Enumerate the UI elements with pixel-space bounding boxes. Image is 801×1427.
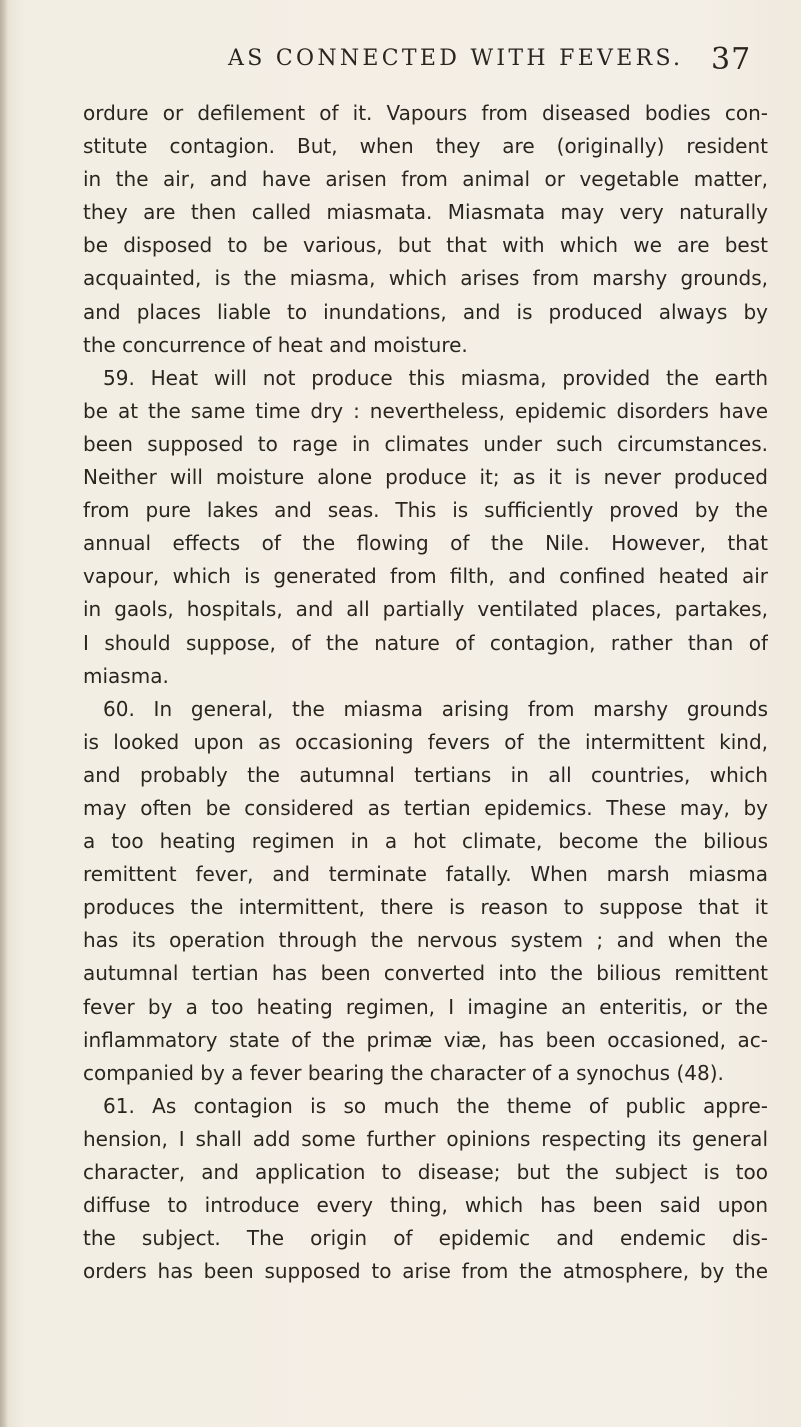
text-line: stitute contagion. But, when they are (originally) resident xyxy=(83,134,768,159)
text-line: ordure or defilement of it. Vapours from diseased bodies con- xyxy=(83,101,768,125)
text-line: orders has been supposed to arise from the atmosphere, by the xyxy=(83,1259,768,1284)
text-line: and places liable to inundations, and is produced always by xyxy=(83,299,768,324)
text-line: character, and application to disease; but the subject is too xyxy=(83,1160,768,1184)
text-line: remittent fever, and terminate fatally. When marsh miasma xyxy=(83,862,768,887)
text-line: been supposed to rage in climates under such circumstances. xyxy=(83,431,768,456)
text-line: may often be considered as tertian epidemics. These may, by xyxy=(83,795,768,820)
body-text xyxy=(83,97,768,1288)
text-line: in gaols, hospitals, and all partially ventilated places, partakes, xyxy=(83,597,768,622)
text-line: fever by a too heating regimen, I imagine an enteritis, or the xyxy=(83,994,768,1019)
text-line: has its operation through the nervous system ; and when the xyxy=(83,928,768,953)
text-line: be at the same time dry : nevertheless, epidemic disorders have xyxy=(83,398,768,423)
text-line: they are then called miasmata. Miasmata may very naturally xyxy=(83,200,768,225)
paragraph-61-start: 61. As contagion is so much the theme of public appre- xyxy=(103,1093,768,1118)
text-line: vapour, which is generated from filth, and confined heated air xyxy=(83,564,768,589)
text-line: miasma. xyxy=(83,663,169,688)
text-line: and probably the autumnal tertians in all countries, which xyxy=(83,762,768,787)
page-number: 37 xyxy=(711,42,752,77)
text-line: acquainted, is the miasma, which arises from marshy grounds, xyxy=(83,266,768,291)
text-line: the concurrence of heat and moisture. xyxy=(83,332,468,357)
text-line: autumnal tertian has been converted into the bilious remittent xyxy=(83,961,768,986)
page-header xyxy=(0,40,801,90)
binding-shadow xyxy=(0,0,8,1427)
text-line: companied by a fever bearing the character of a synochus (48). xyxy=(83,1060,724,1085)
text-line: Neither will moisture alone produce it; as it is never produced xyxy=(83,465,768,490)
text-line: the subject. The origin of epidemic and endemic dis- xyxy=(83,1226,768,1251)
text-line: a too heating regimen in a hot climate, become the bilious xyxy=(83,829,768,854)
paragraph-60-start: 60. In general, the miasma arising from marshy grounds xyxy=(103,696,768,721)
text-line: I should suppose, of the nature of contagion, rather than of xyxy=(83,630,768,655)
text-line: inflammatory state of the primæ viæ, has been occasioned, ac- xyxy=(83,1027,768,1052)
text-line: diffuse to introduce every thing, which has been said upon xyxy=(83,1193,768,1218)
running-title: AS CONNECTED WITH FEVERS. xyxy=(228,46,684,71)
text-line: from pure lakes and seas. This is sufficiently proved by the xyxy=(83,498,768,523)
text-line: hension, I shall add some further opinions respecting its general xyxy=(83,1126,768,1151)
text-line: be disposed to be various, but that with which we are best xyxy=(83,233,768,258)
text-line: is looked upon as occasioning fevers of the intermittent kind, xyxy=(83,729,768,754)
text-line: annual effects of the flowing of the Nile. However, that xyxy=(83,531,768,556)
paragraph-59-start: 59. Heat will not produce this miasma, provided the earth xyxy=(103,365,768,390)
text-line: produces the intermittent, there is reason to suppose that it xyxy=(83,895,768,920)
text-line: in the air, and have arisen from animal or vegetable matter, xyxy=(83,167,768,192)
